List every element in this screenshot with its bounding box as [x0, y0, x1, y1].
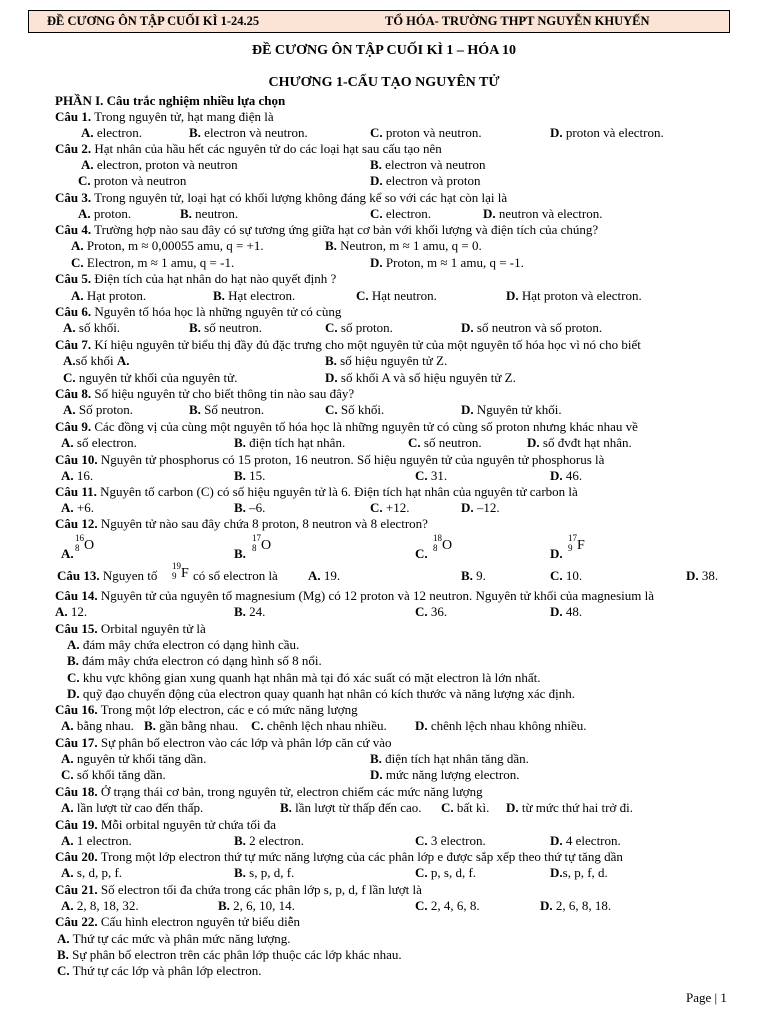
question-22-option-c	[0, 963, 768, 979]
question-text: Câu 15. Orbital nguyên tử là	[55, 621, 206, 636]
option-c: C. nguyên tử khối của nguyên tử.	[63, 370, 238, 385]
question-4-options-2	[0, 255, 768, 271]
question-18	[0, 784, 768, 800]
option-a: A. 12.	[55, 604, 88, 619]
option-b: B. số hiệu nguyên tử Z.	[325, 353, 448, 368]
question-text: Câu 7. Kí hiệu nguyên tử biểu thị đầy đủ đặc trưng cho một nguyên tử của một nguyên tố hóa học vì nó cho biết	[55, 337, 641, 352]
question-8-options	[0, 402, 768, 418]
option-d: D.	[550, 546, 563, 561]
part-heading-text: PHẦN I. Câu trắc nghiệm nhiều lựa chọn	[55, 93, 286, 108]
option-b: B. s, p, d, f.	[234, 865, 295, 880]
question-text: Câu 16. Trong một lớp electron, các e có mức năng lượng	[55, 702, 358, 717]
question-20-options	[0, 865, 768, 881]
question-text: Câu 14. Nguyên tử của nguyên tố magnesium (Mg) có 12 proton và 12 neutron. Nguyên tử khối của magnesium là	[55, 588, 654, 603]
question-7	[0, 337, 768, 353]
part-heading	[0, 93, 768, 109]
isotope-o16: 16 8 O	[75, 533, 95, 553]
option-b: B. lần lượt từ thấp đến cao.	[280, 800, 422, 815]
option-b: B. Neutron, m ≈ 1 amu, q = 0.	[325, 238, 482, 253]
option-b: B. Sự phân bố electron trên các phân lớp thuộc các lớp khác nhau.	[57, 947, 402, 962]
question-20	[0, 849, 768, 865]
question-17-options-1	[0, 751, 768, 767]
option-c: C. 36.	[415, 604, 448, 619]
isotope-o17: 17 8 O	[252, 533, 272, 553]
question-text: Câu 22. Cấu hình electron nguyên tử biểu diễn	[55, 914, 300, 929]
option-c: C. bất kì.	[441, 800, 490, 815]
option-c: C. p, s, d, f.	[415, 865, 477, 880]
question-2	[0, 141, 768, 157]
option-b: B.	[234, 546, 246, 561]
question-text: Câu 6. Nguyên tố hóa học là những nguyên tử có cùng	[55, 304, 342, 319]
option-a: A. số khối.	[63, 320, 121, 335]
option-b: B. điện tích hạt nhân.	[234, 435, 346, 450]
option-b: B. Số neutron.	[189, 402, 265, 417]
question-2-options-2	[0, 173, 768, 189]
option-a: A. electron.	[81, 125, 143, 140]
option-c: C. số khối tăng dần.	[61, 767, 166, 782]
question-15	[0, 621, 768, 637]
option-b: B. 15.	[234, 468, 266, 483]
option-c: C. Hạt neutron.	[356, 288, 437, 303]
option-a: A. nguyên tử khối tăng dần.	[61, 751, 207, 766]
option-c: C. electron.	[370, 206, 432, 221]
option-c: C. proton và neutron	[78, 173, 187, 188]
question-text: Câu 3. Trong nguyên tử, loại hạt có khối lượng không đáng kể so với các hạt còn lại là	[55, 190, 508, 205]
option-c: C. chênh lệch nhau nhiều.	[251, 718, 387, 733]
question-21	[0, 882, 768, 898]
question-13	[0, 561, 768, 586]
option-a: A. 2, 8, 18, 32.	[61, 898, 139, 913]
option-a: A. đám mây chứa electron có dạng hình cầu.	[67, 637, 300, 652]
option-b: B. 24.	[234, 604, 266, 619]
option-d: D. Proton, m ≈ 1 amu, q = -1.	[370, 255, 524, 270]
option-a: A. Hạt proton.	[71, 288, 147, 303]
question-6-options	[0, 320, 768, 336]
question-text: Câu 10. Nguyên tử phosphorus có 15 proton, 16 neutron. Số hiệu nguyên tử của nguyên tử phosphorus là	[55, 452, 605, 467]
question-text: Câu 2. Hạt nhân của hầu hết các nguyên tử do các loại hạt sau cấu tạo nên	[55, 141, 442, 156]
page-number: Page | 1	[686, 990, 727, 1005]
question-text: Câu 11. Nguyên tố carbon (C) có số hiệu nguyên tử là 6. Điện tích hạt nhân của nguyên tử carbon là	[55, 484, 578, 499]
question-7-options-1	[0, 353, 768, 369]
option-b: B. số neutron.	[189, 320, 262, 335]
question-22	[0, 914, 768, 930]
question-text: Câu 4. Trường hợp nào sau đây có sự tương ứng giữa hạt cơ bản với khối lượng và điện tích của chúng?	[55, 222, 599, 237]
question-text: Câu 12. Nguyên tử nào sau đây chứa 8 proton, 8 neutron và 8 electron?	[55, 516, 428, 531]
question-5	[0, 271, 768, 287]
question-18-options	[0, 800, 768, 816]
option-d: D. Nguyên tử khối.	[461, 402, 562, 417]
question-4	[0, 222, 768, 238]
option-d: D. chênh lệch nhau không nhiều.	[415, 718, 587, 733]
option-c: C. khu vực không gian xung quanh hạt nhân mà tại đó xác suất có mặt electron là lớn nhất.	[67, 670, 541, 685]
option-d: D. –12.	[461, 500, 500, 515]
question-14-options	[0, 604, 768, 620]
question-9	[0, 419, 768, 435]
question-4-options-1	[0, 238, 768, 254]
question-16	[0, 702, 768, 718]
option-b: B. electron và neutron.	[189, 125, 308, 140]
option-b: B. 2 electron.	[234, 833, 305, 848]
option-d: D. 38.	[686, 568, 719, 583]
question-3	[0, 190, 768, 206]
option-a: A. Số proton.	[63, 402, 134, 417]
option-d: D. 4 electron.	[550, 833, 621, 848]
question-text-2: có số electron là	[193, 568, 278, 583]
question-19-options	[0, 833, 768, 849]
option-a: A. +6.	[61, 500, 94, 515]
option-d: D. proton và electron.	[550, 125, 664, 140]
question-text: Câu 1. Trong nguyên tử, hạt mang điện là	[55, 109, 274, 124]
question-text: Câu 9. Các đồng vị của cùng một nguyên tố hóa học là những nguyên tử có cùng số proton nhưng khác nhau về	[55, 419, 638, 434]
option-b: B. 9.	[461, 568, 486, 583]
option-a: A. lần lượt từ cao đến thấp.	[61, 800, 204, 815]
question-6	[0, 304, 768, 320]
option-b: B. Hạt electron.	[213, 288, 296, 303]
option-b: B. điện tích hạt nhân tăng dần.	[370, 751, 529, 766]
option-d: D. số đvđt hạt nhân.	[527, 435, 632, 450]
question-14	[0, 588, 768, 604]
option-c: C. số neutron.	[408, 435, 482, 450]
question-12-options	[0, 533, 768, 562]
question-text: Câu 20. Trong một lớp electron thứ tự mức năng lượng của các phân lớp e được sắp xếp theo thứ tự tăng dần	[55, 849, 623, 864]
header-left-text: ĐỀ CƯƠNG ÔN TẬP CUỐI KÌ 1-24.25	[47, 14, 260, 28]
question-2-options-1	[0, 157, 768, 173]
option-d: D. electron và proton	[370, 173, 481, 188]
option-b: B. gần bằng nhau.	[144, 718, 239, 733]
option-a: A.số khối A.	[63, 353, 130, 368]
option-c: C. +12.	[370, 500, 410, 515]
option-d: D. 2, 6, 8, 18.	[540, 898, 612, 913]
option-a: A.	[61, 546, 74, 561]
option-a: A. 19.	[308, 568, 341, 583]
question-15-option-d	[0, 686, 768, 702]
option-a: A. 16.	[61, 468, 94, 483]
question-21-options	[0, 898, 768, 914]
option-d: D. quỹ đạo chuyển động của electron quay quanh hạt nhân có kích thước và năng lượng xác định.	[67, 686, 575, 701]
option-a: A. 1 electron.	[61, 833, 132, 848]
question-15-option-b	[0, 653, 768, 669]
option-d: D. 46.	[550, 468, 583, 483]
option-b: B. –6.	[234, 500, 266, 515]
question-7-options-2	[0, 370, 768, 386]
question-10-options	[0, 468, 768, 484]
option-d: D. số khối A và số hiệu nguyên tử Z.	[325, 370, 516, 385]
question-text: Câu 18. Ở trạng thái cơ bản, trong nguyên tử, electron chiếm các mức năng lượng	[55, 784, 483, 799]
option-c: C. Thứ tự các lớp và phân lớp electron.	[57, 963, 262, 978]
option-c: C. Electron, m ≈ 1 amu, q = -1.	[71, 255, 235, 270]
question-19	[0, 817, 768, 833]
question-22-option-a	[0, 931, 768, 947]
document-title: ĐỀ CƯƠNG ÔN TẬP CUỐI KÌ 1 – HÓA 10	[251, 43, 517, 58]
document-header	[28, 10, 730, 33]
question-text: Câu 21. Số electron tối đa chứa trong các phân lớp s, p, d, f lần lượt là	[55, 882, 422, 897]
question-15-option-a	[0, 637, 768, 653]
question-22-option-b	[0, 947, 768, 963]
question-text: Câu 8. Số hiệu nguyên tử cho biết thông tin nào sau đây?	[55, 386, 355, 401]
question-11	[0, 484, 768, 500]
option-a: A. electron, proton và neutron	[81, 157, 238, 172]
option-b: B. 2, 6, 10, 14.	[218, 898, 295, 913]
option-b: B. electron và neutron	[370, 157, 486, 172]
option-a: A. bằng nhau.	[61, 718, 134, 733]
option-c: C. 31.	[415, 468, 448, 483]
isotope-f17: 17 9 F	[568, 533, 585, 553]
option-c: C. 10.	[550, 568, 583, 583]
option-a: A. số electron.	[61, 435, 137, 450]
question-12	[0, 516, 768, 532]
question-text: Câu 5. Điện tích của hạt nhân do hạt nào quyết định ?	[55, 271, 337, 286]
isotope-o18: 18 8 O	[433, 533, 453, 553]
option-d: D. neutron và electron.	[483, 206, 603, 221]
question-9-options	[0, 435, 768, 451]
question-10	[0, 452, 768, 468]
option-a: A. Thứ tự các mức và phân mức năng lượng.	[57, 931, 291, 946]
question-3-options	[0, 206, 768, 222]
option-d: D. 48.	[550, 604, 583, 619]
question-text: Câu 19. Mỗi orbital nguyên tử chứa tối đa	[55, 817, 276, 832]
option-d: D.s, p, f, d.	[550, 865, 608, 880]
question-1-options	[0, 125, 768, 141]
question-1	[0, 109, 768, 125]
option-b: B. neutron.	[180, 206, 239, 221]
question-16-options	[0, 718, 768, 734]
option-a: A. Proton, m ≈ 0,00055 amu, q = +1.	[71, 238, 264, 253]
header-right-text: TỔ HÓA- TRƯỜNG THPT NGUYỄN KHUYẾN	[385, 14, 650, 28]
chapter-title: CHƯƠNG 1-CẤU TẠO NGUYÊN TỬ	[268, 75, 500, 90]
question-15-option-c	[0, 670, 768, 686]
option-c: C.	[415, 546, 428, 561]
option-c: C. số proton.	[325, 320, 393, 335]
option-d: D. mức năng lượng electron.	[370, 767, 520, 782]
option-c: C. proton và neutron.	[370, 125, 482, 140]
option-d: D. Hạt proton và electron.	[506, 288, 642, 303]
option-d: D. số neutron và số proton.	[461, 320, 603, 335]
question-8	[0, 386, 768, 402]
question-11-options	[0, 500, 768, 516]
option-a: A. s, d, p, f.	[61, 865, 123, 880]
question-17	[0, 735, 768, 751]
question-text: Câu 17. Sự phân bố electron vào các lớp và phân lớp căn cứ vào	[55, 735, 392, 750]
option-c: C. 2, 4, 6, 8.	[415, 898, 480, 913]
option-b: B. đám mây chứa electron có dạng hình số 8 nổi.	[67, 653, 322, 668]
option-a: A. proton.	[78, 206, 132, 221]
option-c: C. Số khối.	[325, 402, 385, 417]
question-5-options	[0, 288, 768, 304]
question-17-options-2	[0, 767, 768, 783]
option-c: C. 3 electron.	[415, 833, 486, 848]
isotope-f19: 19 9 F	[172, 561, 189, 581]
option-d: D. từ mức thứ hai trở đi.	[506, 800, 633, 815]
question-text: Câu 13. Nguyen tố	[57, 568, 158, 583]
